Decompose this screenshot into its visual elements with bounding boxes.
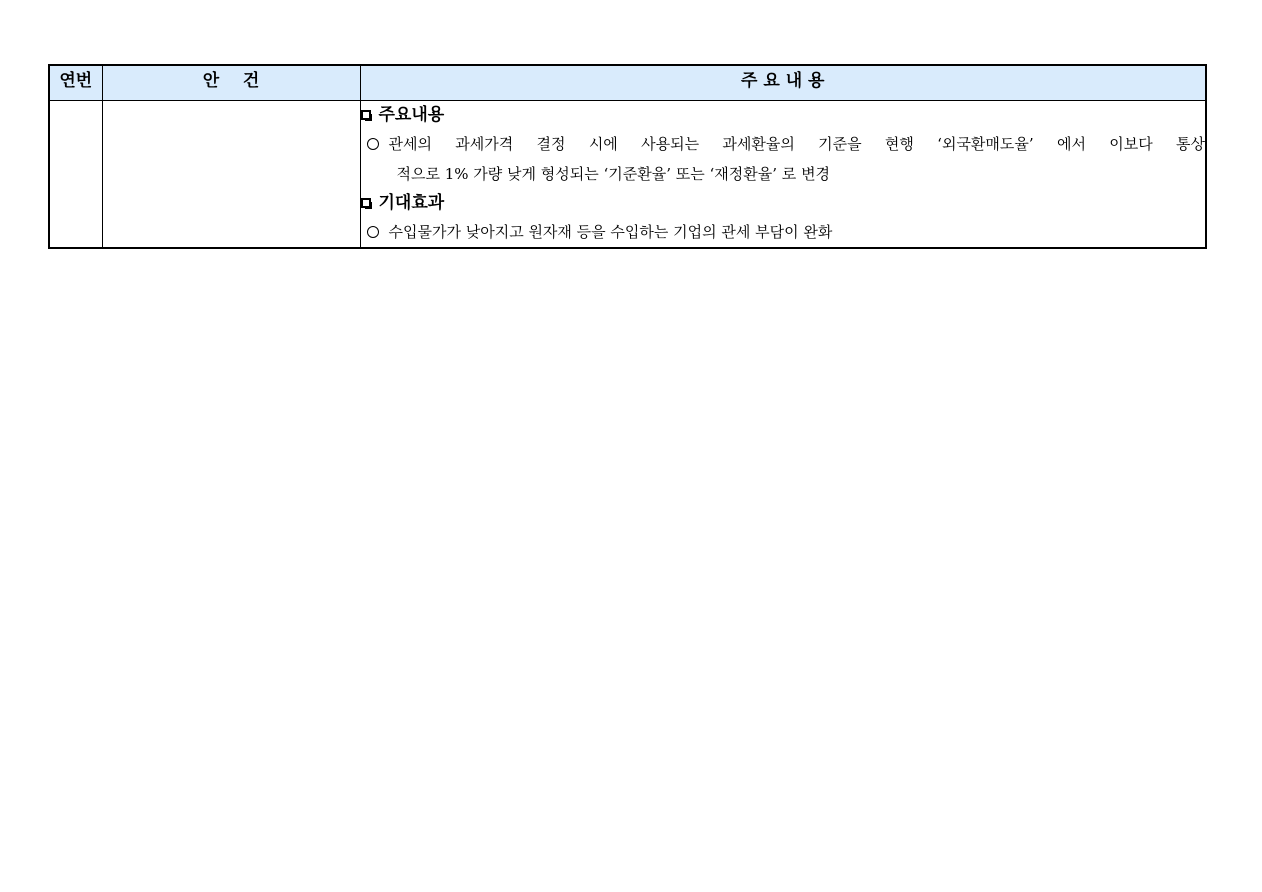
circle-bullet-icon: [367, 138, 379, 150]
header-agenda: 안 건: [102, 65, 360, 101]
bullet-text: [389, 217, 1206, 247]
circle-bullet-icon: [367, 226, 379, 238]
section-expected-effect: [361, 189, 1206, 217]
cell-agenda: [102, 101, 360, 249]
bullet-line: 관세의 과세가격 결정 시에 사용되는 과세환율의 기준을 현행 ‘외국환매도율’ 에서 이보다 통상: [388, 135, 1205, 153]
section-main-content: [361, 101, 1206, 129]
table-header-row: [49, 65, 1206, 101]
header-main-content: 주 요 내 용: [360, 65, 1206, 101]
bullet-line: 적으로 1% 가량 낮게 형성되는 ‘기준환율’ 또는 ‘재정환율’ 로 변경: [396, 165, 831, 183]
square-bullet-icon: [361, 110, 371, 120]
bullet-text: [389, 129, 1206, 189]
section-title: 기대효과: [378, 193, 445, 213]
header-number: 연번: [49, 65, 102, 101]
list-item: [361, 129, 1206, 189]
bullet-line: 수입물가가 낮아지고 원자재 등을 수입하는 기업의 관세 부담이 완화: [388, 223, 833, 241]
agenda-table: [48, 64, 1207, 249]
square-bullet-icon: [361, 198, 371, 208]
section-title: 주요내용: [378, 105, 445, 125]
cell-number: [49, 101, 102, 249]
list-item: [361, 217, 1206, 247]
cell-main-content: [360, 101, 1206, 249]
table-row: [49, 101, 1206, 249]
